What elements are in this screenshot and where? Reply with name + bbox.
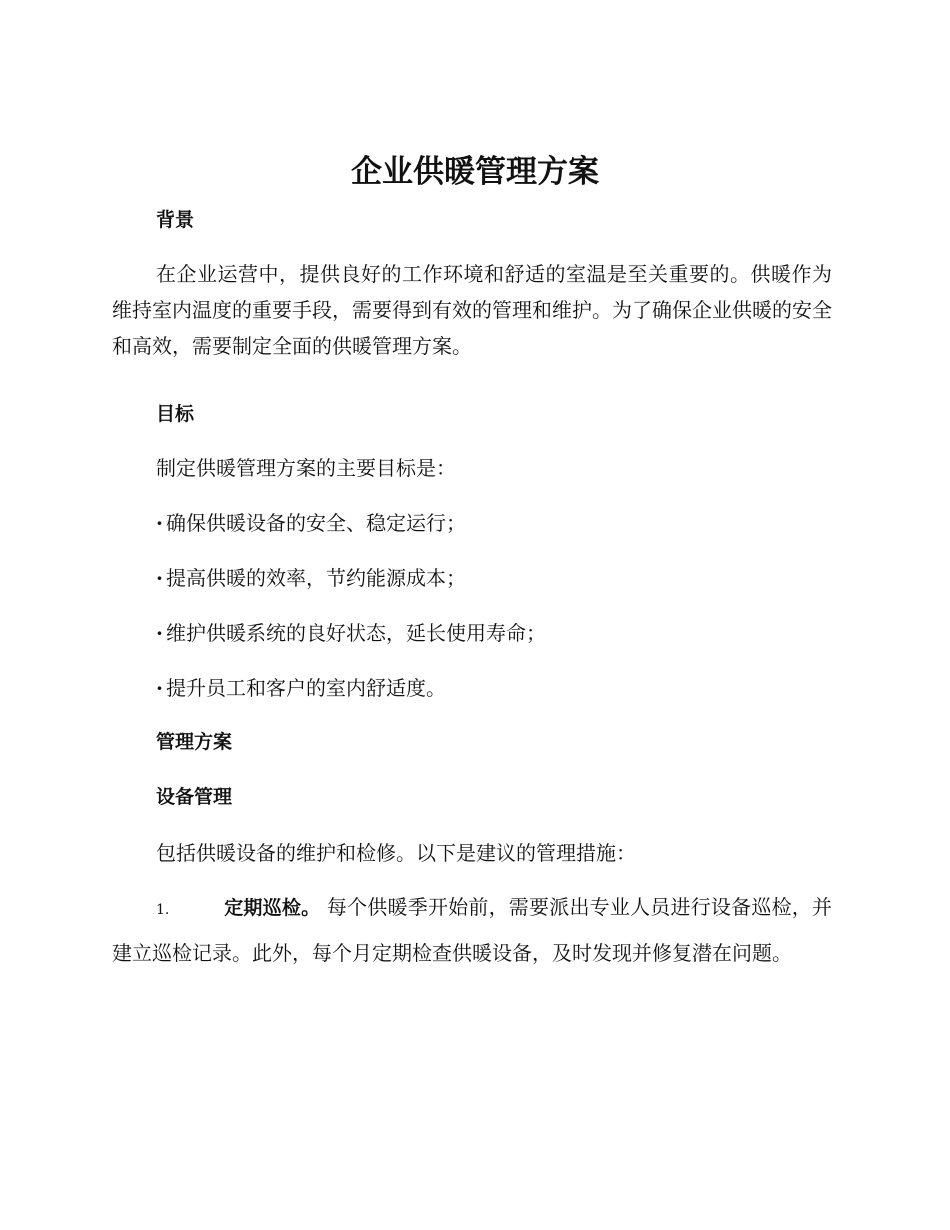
bullet-icon: · [156,676,163,700]
list-item [156,673,446,703]
goal-item-2: 提高供暖的效率，节约能源成本； [166,566,466,590]
item-title: 定期巡检。 [224,897,321,919]
goal-item-4: 提升员工和客户的室内舒适度。 [166,676,446,700]
heading-background: 背景 [156,209,195,231]
item-number: 1. [156,902,170,918]
heading-plan: 管理方案 [156,731,233,753]
item-text: 每个供暖季开始前，需要派出专业人员进行设备巡检，并建立巡检记录。此外，每个月定期检查供暖设备，及时发现并修复潜在问题。 [112,895,833,965]
list-item [156,563,466,593]
heading-equipment: 设备管理 [156,786,233,808]
goals-intro: 制定供暖管理方案的主要目标是： [156,456,456,480]
background-paragraph: 在企业运营中，提供良好的工作环境和舒适的室温是至关重要的。供暖作为维持室内温度的重要手段，需要得到有效的管理和维护。为了确保企业供暖的安全和高效，需要制定全面的供暖管理方案。 [112,262,832,358]
page-title: 企业供暖管理方案 [351,154,599,190]
bullet-icon: · [156,511,163,535]
bullet-icon: · [156,621,163,645]
numbered-item [112,886,832,975]
list-item [156,618,546,648]
list-item [156,508,466,538]
bullet-icon: · [156,566,163,590]
heading-goals: 目标 [156,403,195,425]
goal-item-3: 维护供暖系统的良好状态，延长使用寿命； [166,621,546,645]
goal-item-1: 确保供暖设备的安全、稳定运行； [166,511,466,535]
equipment-intro: 包括供暖设备的维护和检修。以下是建议的管理措施： [156,841,636,865]
